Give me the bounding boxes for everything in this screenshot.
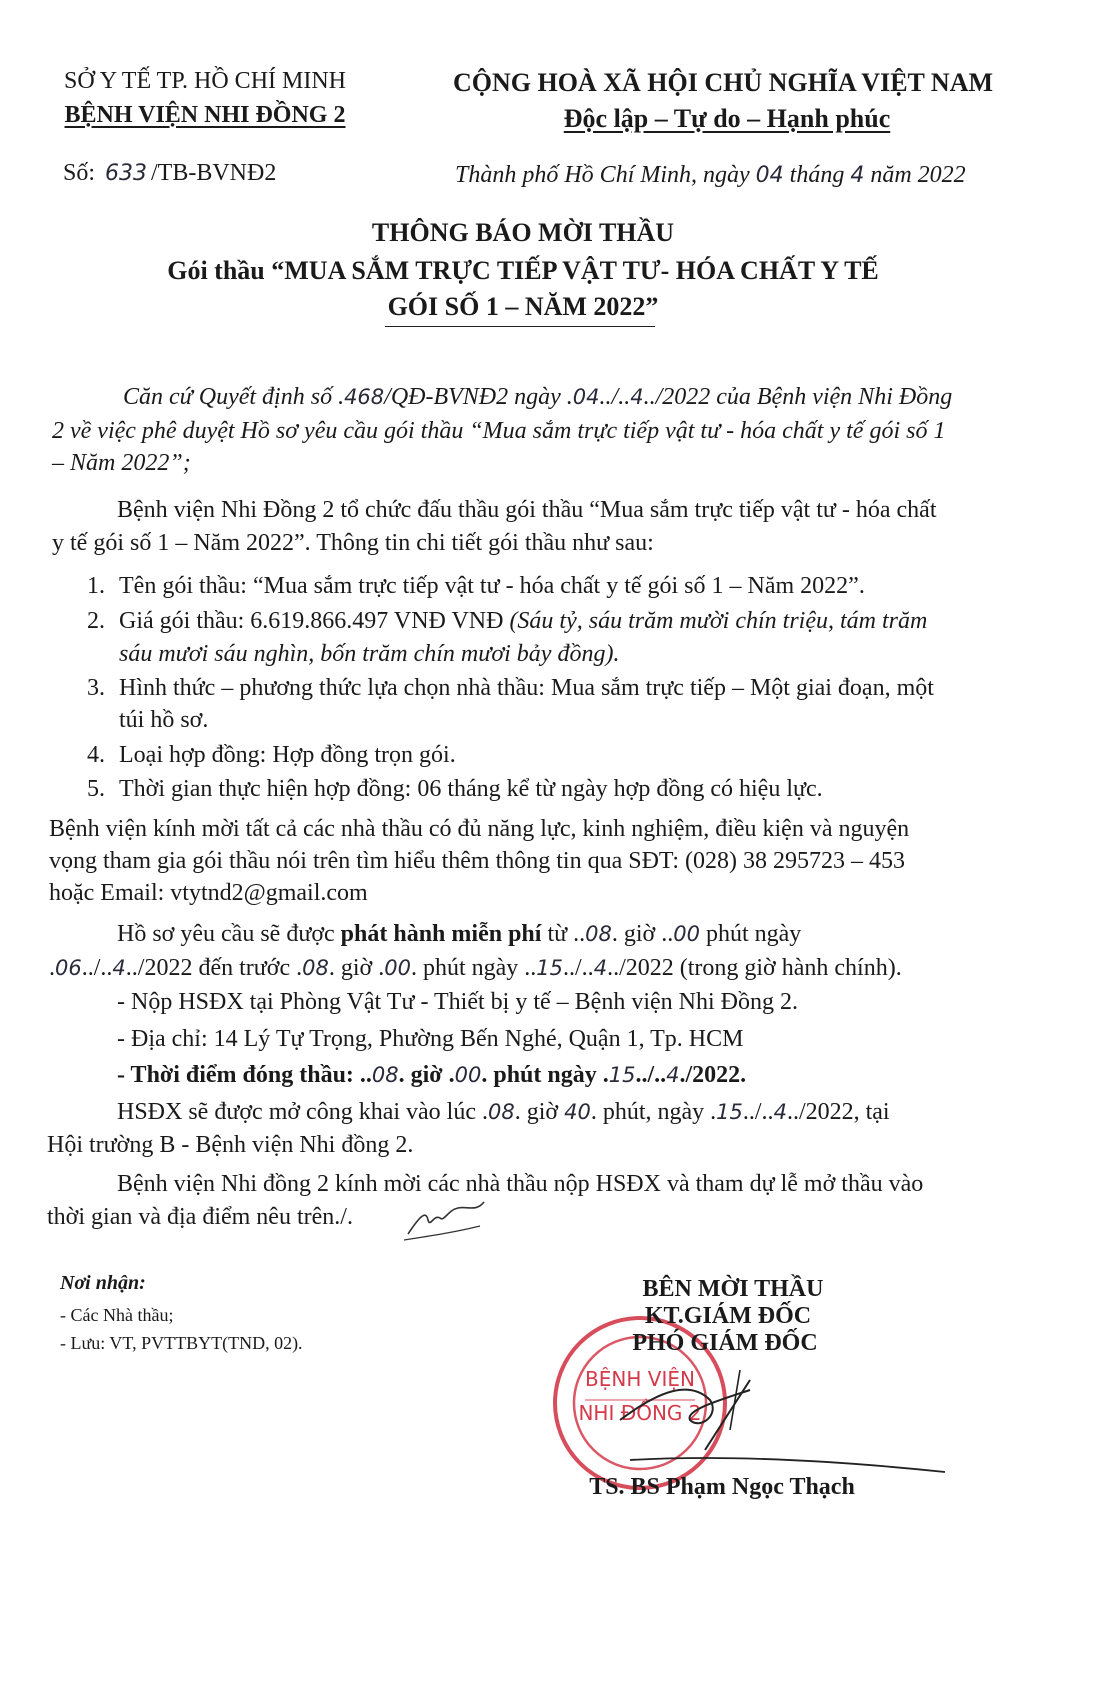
basis-text-c: ../.. bbox=[599, 384, 631, 410]
notice-title: THÔNG BÁO MỜI THẦU bbox=[371, 218, 675, 247]
release-text-d: . giờ .. bbox=[611, 921, 674, 947]
document-date bbox=[455, 162, 966, 189]
signature-role2: PHÓ GIÁM ĐỐC bbox=[632, 1330, 818, 1356]
date-prefix: Thành phố Hồ Chí Minh, ngày bbox=[455, 162, 750, 188]
basis-text-b: /QĐ-BVNĐ2 ngày . bbox=[384, 384, 573, 410]
package-price-words: (Sáu tỷ, sáu trăm mười chín triệu, tám trăm bbox=[509, 608, 928, 634]
release-hour: 08 bbox=[585, 922, 612, 946]
list-item-5-number: 5. bbox=[87, 776, 105, 802]
decision-day: 04 bbox=[572, 385, 600, 409]
package-price: Giá gói thầu: 6.619.866.497 VNĐ VNĐ bbox=[119, 608, 504, 634]
closing-minute: 00 bbox=[454, 1063, 482, 1087]
signature-org: BÊN MỜI THẦU bbox=[642, 1276, 824, 1302]
opening-line1 bbox=[117, 1099, 890, 1126]
list-item-4-number: 4. bbox=[87, 742, 105, 768]
initials-scribble-icon bbox=[400, 1196, 490, 1244]
release-free: phát hành miễn phí bbox=[340, 921, 542, 947]
agency-name: SỞ Y TẾ TP. HỒ CHÍ MINH bbox=[63, 68, 347, 94]
closing-month: 4 bbox=[666, 1063, 680, 1087]
invite-line1: Bệnh viện kính mời tất cả các nhà thầu có đủ năng lực, kinh nghiệm, điều kiện và nguyện bbox=[49, 816, 910, 842]
opening-text-a: HSĐX sẽ được mở công khai vào lúc . bbox=[117, 1099, 488, 1125]
list-item-2-cont: sáu mươi sáu nghìn, bốn trăm chín mươi bảy đồng). bbox=[119, 641, 620, 667]
address: - Địa chỉ: 14 Lý Tự Trọng, Phường Bến Nghé, Quận 1, Tp. HCM bbox=[117, 1026, 744, 1052]
opening-minute: 40 bbox=[564, 1100, 591, 1124]
basis-line3: – Năm 2022”; bbox=[52, 450, 191, 476]
list-item-2-number: 2. bbox=[87, 608, 105, 634]
title-underline bbox=[385, 326, 655, 327]
release-text-k: ../.. bbox=[563, 955, 594, 981]
opening-text-b: . giờ bbox=[514, 1099, 565, 1125]
opening-day: 15 bbox=[716, 1100, 743, 1124]
signature-role1: KT.GIÁM ĐỐC bbox=[644, 1303, 812, 1329]
decision-month: 4 bbox=[630, 385, 644, 409]
closing-time bbox=[117, 1062, 746, 1089]
recipient-1: - Các Nhà thầu; bbox=[60, 1305, 174, 1325]
deadline-hour: 08 bbox=[302, 956, 329, 980]
release-text-i: . giờ . bbox=[328, 955, 385, 981]
release-line2 bbox=[49, 955, 902, 982]
date-day: 04 bbox=[755, 163, 784, 188]
national-title: CỘNG HOÀ XÃ HỘI CHỦ NGHĨA VIỆT NAM bbox=[452, 68, 994, 97]
opening-hour: 08 bbox=[488, 1100, 515, 1124]
list-item-1: Tên gói thầu: “Mua sắm trực tiếp vật tư - hóa chất y tế gói số 1 – Năm 2022”. bbox=[119, 573, 865, 599]
deadline-day: 15 bbox=[536, 956, 564, 980]
invite-line2: vọng tham gia gói thầu nói trên tìm hiểu thêm thông tin qua SĐT: (028) 38 295723 – 453 bbox=[49, 848, 906, 874]
list-item-1-number: 1. bbox=[87, 573, 105, 599]
release-text-l: ../2022 (trong giờ hành chính). bbox=[607, 955, 902, 981]
opening-line2: Hội trường B - Bệnh viện Nhi đồng 2. bbox=[47, 1132, 414, 1158]
closing-text-e: ./2022. bbox=[679, 1062, 747, 1088]
date-year: năm 2022 bbox=[870, 162, 966, 188]
list-item-3-cont: túi hồ sơ. bbox=[119, 707, 209, 733]
intro-line2: y tế gói số 1 – Năm 2022”. Thông tin chi tiết gói thầu như sau: bbox=[52, 530, 654, 556]
basis-text-a: Căn cứ Quyết định số . bbox=[123, 384, 345, 410]
so-number: 633 bbox=[105, 161, 148, 186]
closing-text-d: ../.. bbox=[635, 1062, 667, 1088]
list-item-3: Hình thức – phương thức lựa chọn nhà thầu: Mua sắm trực tiếp – Một giai đoạn, một bbox=[119, 675, 934, 701]
release-text-e: phút ngày bbox=[699, 921, 802, 947]
closing-day: 15 bbox=[608, 1063, 636, 1087]
package-title-line2: GÓI SỐ 1 – NĂM 2022” bbox=[387, 292, 659, 321]
basis-line2: 2 về việc phê duyệt Hồ sơ yêu cầu gói thầu “Mua sắm trực tiếp vật tư - hóa chất y tế gói số 1 bbox=[52, 418, 946, 444]
list-item-5: Thời gian thực hiện hợp đồng: 06 tháng kể từ ngày hợp đồng có hiệu lực. bbox=[119, 776, 823, 802]
closing-text-a: - Thời điểm đóng thầu: .. bbox=[117, 1062, 372, 1088]
closing-invite-line2: thời gian và địa điểm nêu trên./. bbox=[47, 1204, 353, 1230]
release-text-j: . phút ngày .. bbox=[410, 955, 537, 981]
release-text-a: Hồ sơ yêu cầu sẽ được bbox=[117, 921, 335, 947]
intro-line1: Bệnh viện Nhi Đồng 2 tổ chức đấu thầu gói thầu “Mua sắm trực tiếp vật tư - hóa chất bbox=[117, 497, 937, 523]
package-title-line1: Gói thầu “MUA SẮM TRỰC TIẾP VẬT TƯ- HÓA CHẤT Y TẾ bbox=[167, 256, 879, 285]
release-text-g: ../.. bbox=[81, 955, 113, 981]
opening-text-d: ../.. bbox=[742, 1099, 774, 1125]
invite-line3: hoặc Email: vtytnd2@gmail.com bbox=[49, 880, 368, 906]
list-item-3-number: 3. bbox=[87, 675, 105, 701]
closing-text-b: . giờ . bbox=[398, 1062, 455, 1088]
hospital-name: BỆNH VIỆN NHI ĐỒNG 2 bbox=[64, 102, 346, 128]
national-motto: Độc lập – Tự do – Hạnh phúc bbox=[563, 104, 891, 133]
release-month: 4 bbox=[112, 956, 126, 980]
closing-invite-line1: Bệnh viện Nhi đồng 2 kính mời các nhà thầu nộp HSĐX và tham dự lễ mở thầu vào bbox=[117, 1171, 924, 1197]
document-number bbox=[63, 160, 276, 187]
so-label: Số: bbox=[63, 160, 96, 186]
list-item-4: Loại hợp đồng: Hợp đồng trọn gói. bbox=[119, 742, 456, 768]
recipients-title: Nơi nhận: bbox=[60, 1272, 146, 1294]
opening-text-e: ../2022, tại bbox=[786, 1099, 890, 1125]
closing-hour: 08 bbox=[371, 1063, 399, 1087]
signature-scribble-icon bbox=[600, 1360, 960, 1480]
opening-month: 4 bbox=[773, 1100, 787, 1124]
signer-name: TS. BS Phạm Ngọc Thạch bbox=[589, 1474, 855, 1500]
recipient-2: - Lưu: VT, PVTTBYT(TND, 02). bbox=[60, 1333, 303, 1353]
release-text-h: ../2022 đến trước . bbox=[125, 955, 303, 981]
list-item-2 bbox=[119, 608, 927, 635]
release-text-f: . bbox=[49, 955, 55, 981]
submit-location: - Nộp HSĐX tại Phòng Vật Tư - Thiết bị y tế – Bệnh viện Nhi Đồng 2. bbox=[117, 989, 798, 1015]
stamp-line2: NHI ĐỒNG 2 bbox=[578, 1401, 702, 1425]
basis-line1 bbox=[123, 384, 952, 411]
basis-text-d: ../2022 của Bệnh viện Nhi Đồng bbox=[643, 384, 953, 410]
deadline-month: 4 bbox=[593, 956, 608, 980]
stamp-line1: BỆNH VIỆN bbox=[585, 1367, 695, 1391]
decision-number: 468 bbox=[344, 385, 385, 409]
so-suffix: /TB-BVNĐ2 bbox=[151, 160, 277, 186]
release-line1 bbox=[117, 921, 801, 948]
closing-text-c: . phút ngày . bbox=[481, 1062, 609, 1088]
deadline-minute: 00 bbox=[384, 956, 411, 980]
opening-text-c: . phút, ngày . bbox=[590, 1099, 717, 1125]
release-text-c: từ .. bbox=[547, 921, 586, 947]
release-minute: 00 bbox=[673, 922, 700, 946]
date-month: 4 bbox=[850, 163, 865, 188]
release-day: 06 bbox=[55, 956, 82, 980]
date-month-label: tháng bbox=[789, 162, 845, 188]
